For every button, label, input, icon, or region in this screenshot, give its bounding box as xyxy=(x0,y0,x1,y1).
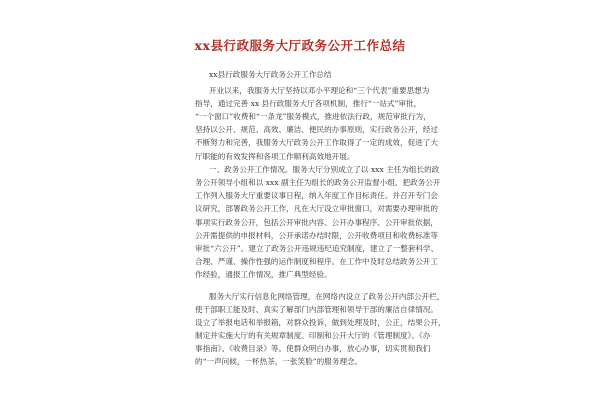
paragraph-line: 的“一声问候，一杯热茶，一张笑脸”的服务理念。 xyxy=(195,357,363,367)
paragraph-line: 指导，通过完善 xx 县行政服务大厅各项机制，推行“一站式”审批， xyxy=(195,98,422,108)
paragraph-line: “一个窗口”收费和“一条龙”服务模式，推进依法行政，规范审批行为， xyxy=(195,112,431,122)
paragraph-line: 公开需提供的申报材料，公开承诺办结时限，公开收费项目和收费标准等 xyxy=(195,230,438,240)
paragraph-line: 合理、严谨、操作性强的运作制度和程序。在工作中及时总结政务公开工 xyxy=(195,257,438,267)
paragraph-line: 不断努力和完善，我服务大厅政务公开工作取得了一定的成效，促进了大 xyxy=(195,138,438,148)
paragraph-line: 事指南》、《收费目录》等。使群众明白办事，放心办事，切实贯彻我们 xyxy=(195,344,431,354)
paragraph-line: 厅职能的有效发挥和各项工作顺利高效地开展。 xyxy=(195,151,355,161)
paragraph-3 xyxy=(195,290,446,369)
paragraph-line: 议研究，部署政务公开工作，凡在大厅设立审批窗口，对需要办理审批的 xyxy=(195,204,438,214)
paragraph-line: 务公开领导小组和以 xxx 副主任为组长的政务公开监督小组，把政务公开 xyxy=(195,178,441,187)
paragraph-line: 事项实行政务公开，包括公开审批内容、公开办事程序、公开审批依据， xyxy=(195,217,438,227)
paragraph-2 xyxy=(195,163,441,282)
document-body xyxy=(195,68,446,369)
document-subtitle: xx县行政服务大厅政务公开工作总结 xyxy=(209,70,332,79)
paragraph-spacer xyxy=(195,282,417,290)
paragraph-line: 使干部职工能及时、真实了解部门内部管理和领导干部的廉洁自律情况。 xyxy=(195,304,438,314)
paragraph-line: 工作列入服务大厅重要议事日程，纳入年度工作目标责任。并召开专门会 xyxy=(195,191,438,201)
paragraph-line: 一、政务公开工作情况。服务大厅分别成立了以 xxx 主任为组长的政 xyxy=(209,164,440,174)
paragraph-line: 开业以来，我服务大厅坚持以邓小平理论和“三个代表”重要思想为 xyxy=(209,85,430,95)
paragraph-line: 坚持以公开、规范、高效、廉洁、便民的办事原则，实行政务公开，经过 xyxy=(195,125,438,135)
paragraph-line: 设立了举报电话和举报箱，对群众投诉，做到处理及时，公正，结果公开， xyxy=(195,317,446,327)
paragraph-line: 审批“六公开”。建立了政务公开违规违纪追究制度，建立了一整套科学、 xyxy=(195,243,439,253)
document-title: xx县行政服务大厅政务公开工作总结 xyxy=(194,38,406,53)
paragraph-line: 服务大厅实行信息化网络管理，在网络内设立了政务公开内部公开栏， xyxy=(209,291,445,301)
paragraph-line: 作经验，通报工作情况，推广典型经验。 xyxy=(195,270,332,280)
paragraph-line: 制定并实施大厅的有关规章制度。印制和公开大厅的《管理制度》、《办 xyxy=(195,331,431,341)
paragraph-1 xyxy=(195,84,438,163)
